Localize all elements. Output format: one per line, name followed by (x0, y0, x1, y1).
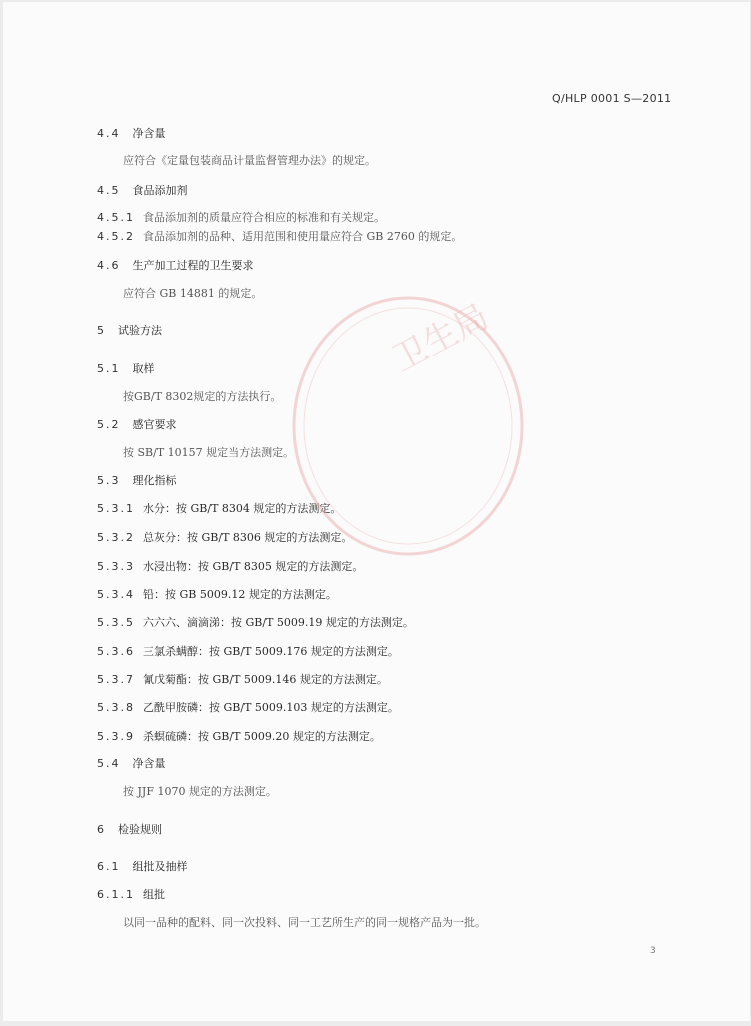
section-heading: 试验方法 (118, 324, 162, 337)
section-heading: 组批及抽样 (132, 860, 188, 873)
text-line (97, 588, 337, 602)
section-number: 4.6 (97, 259, 121, 272)
text-line (97, 701, 399, 715)
body-text: 按 JJF 1070 规定的方法测定。 (123, 785, 277, 798)
text-line (97, 673, 388, 687)
section-heading: 理化指标 (132, 474, 177, 487)
body-text: 以同一品种的配料、同一次投料、同一工艺所生产的同一规格产品为一批。 (123, 916, 486, 929)
text-line (97, 211, 385, 225)
text-line (97, 362, 155, 376)
section-number: 5.4 (97, 757, 121, 770)
section-number: 6.1 (97, 860, 121, 873)
section-number: 4.5.1 (97, 211, 135, 224)
text-line (97, 616, 414, 630)
section-number: 6 (97, 823, 106, 836)
section-heading: 取样 (132, 362, 155, 375)
section-number: 5.3.4 (97, 588, 135, 601)
section-heading: 组批 (143, 888, 165, 901)
text-line (123, 916, 486, 930)
section-number: 5.3.2 (97, 531, 135, 544)
svg-text:卫生局: 卫生局 (386, 296, 496, 380)
text-line (123, 287, 262, 301)
text-line (97, 888, 165, 902)
text-line (97, 184, 188, 198)
text-line (97, 259, 254, 273)
section-heading: 净含量 (132, 127, 166, 140)
text-line (97, 324, 162, 338)
section-number: 5.3.6 (97, 645, 135, 658)
body-text: 应符合 GB 14881 的规定。 (123, 287, 263, 300)
section-heading: 检验规则 (118, 823, 162, 836)
item-text: 六六六、滴滴涕：按 GB/T 5009.19 规定的方法测定。 (143, 616, 414, 629)
item-text: 水浸出物：按 GB/T 8305 规定的方法测定。 (143, 560, 364, 573)
body-text: 应符合《定量包装商品计量监督管理办法》的规定。 (123, 154, 376, 167)
item-text: 铅：按 GB 5009.12 规定的方法测定。 (143, 588, 337, 601)
text-line (97, 418, 177, 432)
section-number: 6.1.1 (97, 888, 135, 901)
text-line (97, 560, 363, 574)
text-line (97, 502, 341, 516)
body-text: 按GB/T 8302规定的方法执行。 (123, 390, 282, 403)
body-text: 食品添加剂的质量应符合相应的标准和有关规定。 (143, 211, 385, 224)
text-line (97, 757, 166, 771)
section-heading: 感官要求 (132, 418, 177, 431)
section-number: 5.3.5 (97, 616, 135, 629)
text-line (97, 645, 399, 659)
official-seal (289, 292, 527, 560)
item-text: 总灰分：按 GB/T 8306 规定的方法测定。 (143, 531, 353, 544)
text-line (123, 785, 277, 799)
page-number: 3 (650, 946, 656, 956)
section-number: 5.3.7 (97, 673, 135, 686)
document-page (3, 2, 750, 1021)
item-text: 水分：按 GB/T 8304 规定的方法测定。 (143, 502, 342, 515)
text-line (123, 446, 294, 460)
text-line (97, 860, 188, 874)
text-line (97, 730, 381, 744)
item-text: 杀螟硫磷：按 GB/T 5009.20 规定的方法测定。 (143, 730, 381, 743)
item-text: 氰戊菊酯：按 GB/T 5009.146 规定的方法测定。 (143, 673, 388, 686)
text-line (97, 531, 352, 545)
section-number: 5.1 (97, 362, 121, 375)
text-line (97, 230, 462, 244)
section-number: 5.3.1 (97, 502, 135, 515)
section-heading: 净含量 (132, 757, 166, 770)
document-code: Q/HLP 0001 S—2011 (552, 92, 672, 105)
section-number: 5.3 (97, 474, 121, 487)
section-number: 5.2 (97, 418, 121, 431)
section-number: 5.3.3 (97, 560, 135, 573)
body-text: 食品添加剂的品种、适用范围和使用量应符合 GB 2760 的规定。 (143, 230, 463, 243)
section-heading: 食品添加剂 (132, 184, 188, 197)
section-number: 5.3.8 (97, 701, 135, 714)
text-line (123, 390, 281, 404)
section-number: 5.3.9 (97, 730, 135, 743)
text-line (97, 127, 166, 141)
section-number: 4.5 (97, 184, 121, 197)
text-line (97, 823, 162, 837)
section-heading: 生产加工过程的卫生要求 (132, 259, 254, 272)
text-line (97, 474, 177, 488)
item-text: 三氯杀螨醇：按 GB/T 5009.176 规定的方法测定。 (143, 645, 399, 658)
section-number: 4.5.2 (97, 230, 135, 243)
section-number: 4.4 (97, 127, 121, 140)
text-line (123, 154, 376, 168)
body-text: 按 SB/T 10157 规定当方法测定。 (123, 446, 295, 459)
item-text: 乙酰甲胺磷：按 GB/T 5009.103 规定的方法测定。 (143, 701, 399, 714)
section-number: 5 (97, 324, 106, 337)
